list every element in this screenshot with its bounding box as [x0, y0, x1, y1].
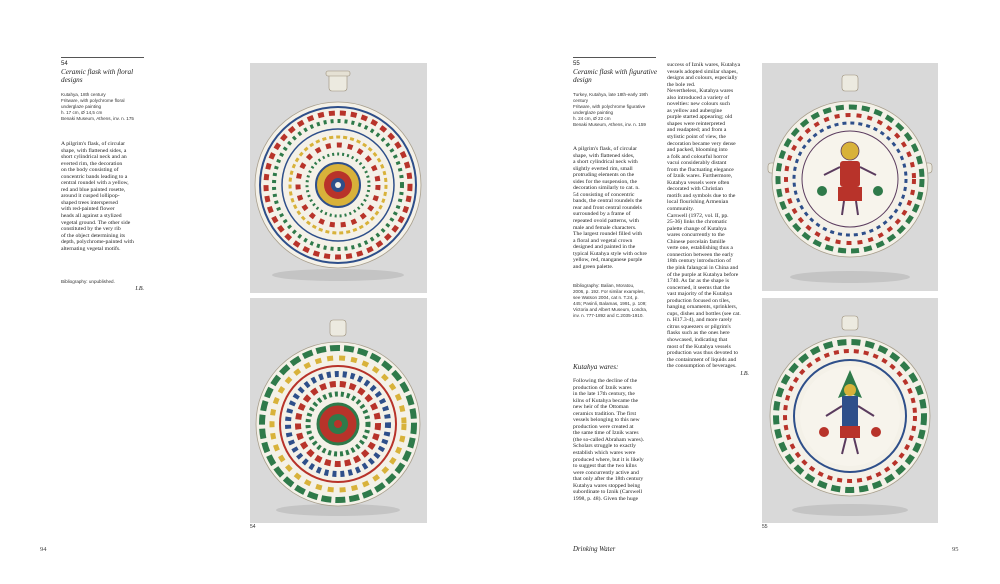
photo-flask-54-reverse — [250, 298, 427, 523]
right-folio: 95 — [952, 546, 959, 553]
right-photo-caption: 55 — [762, 524, 768, 530]
left-photo-caption: 54 — [250, 524, 256, 530]
photo-flask-55-reverse — [762, 298, 938, 523]
left-folio: 94 — [40, 546, 47, 553]
left-entry-title: Ceramic flask with floral designs — [61, 68, 134, 84]
photo-flask-54-front — [250, 63, 427, 293]
essay-heading: Kutahya wares: — [573, 363, 619, 371]
left-entry-body: A pilgrim's flask, of circular shape, with flattened sides, a short cylindrical neck and an everted rim, the decoration on the body consisting of concentric bands leading to a central roundel with a yellow, red and blue painted rosette, around it cusped lollipop- shaped trees interspersed with red-painted flower heads all against a stylized vegetal ground. The other side constituted by the very rib of the object determining its depth, polychrome-painted with alternating vegetal motifs. — [61, 141, 134, 252]
right-entry-meta: Turkey, Kutahya, late 18th-early 19th century Fritware, with polychrome figurative underglaze painting h. 24 cm, Ø 22 cm Benaki Museum, Athens, inv. n. 159 — [573, 92, 648, 127]
left-signature: I.B. — [135, 286, 144, 292]
right-entry-number: 55 — [573, 61, 580, 67]
photo-flask-55-front — [762, 63, 938, 291]
left-entry-number: 54 — [61, 61, 68, 67]
running-footer: Drinking Water — [573, 546, 616, 553]
left-bibliography: Bibliography: unpublished. — [61, 279, 115, 284]
left-entry-meta: Kutahya, 18th century Fritware, with polychrome floral underglaze painting h. 17 cm, Ø 14,5 cm Benaki Museum, Athens, inv. n. 175 — [61, 92, 134, 121]
essay-column-1: Following the decline of the production of Iznik wares in the late 17th century, the kilns of Kutahya became the new heir of the Ottoman ceramics tradition. The first vessels belonging to this new production were created at the same time of Iznik wares (the so-called Abraham wares). Scholars struggle to exactly establish which wares were produced where, but it is likely to suggest that the two kilns were concurrently active and that only after the 18th century Kutahya wares stopped being subordinate to Iznik (Carswell 1998, p. 48). Given the huge — [573, 378, 645, 502]
right-signature: I.B. — [740, 371, 749, 377]
essay-column-2: success of Iznik wares, Kutahya vessels adopted similar shapes, designs and colours, especially the bole red. Nevertheless, Kutahya wares also introduced a variety of novelties: new colours such as yellow and aubergine purple started appearing; old shapes were reinterpreted and readapted; and from a stylistic point of view, the decoration became very dense and packed, blooming into a folk and colourful horror vacui considerably distant from the fluctuating elegance of Iznik wares. Furthermore, Kutahya vessels were often decorated with Christian motifs and symbols due to the local flourishing Armenian community. Carswell (1972, vol. II, pp. 25-36) links the chromatic palette change of Kutahya wares concurrently to the Chinese porcelain famille verte one, establishing thus a connection between the early 18th century introduction of the pink falangcai in China and of the purple at Kutahya before 1740. As far as the shape is concerned, it seems that the vast majority of the Kutahya production focused on tiles, hanging ornaments, sprinklers, cups, dishes and bottles (see cat. n. H17.3-4), and more rarely citrus squeezers or pilgrim's flasks such as the ones here showcased, indicating that most of the Kutahya vessels production was thus devoted to the containment of liquids and the consumption of beverages. — [667, 62, 741, 370]
right-entry-title: Ceramic flask with figurative design — [573, 68, 658, 84]
right-bibliography: Bibliography: Balian, Moratou, 2006, p. 192. For similar examples, see Watson 2004, cat n. T.24, p. 445; Pasinli, Balamas, 1991, p. 109; Victoria and Albert Museum, Londra, inv. n. 777-1892 and C.2035-1910. — [573, 283, 648, 318]
right-entry-body: A pilgrim's flask, of circular shape, with flattened sides, a short cylindrical neck with slightly everted rim, small protruding elements on the sides for the suspension, the decoration similarly to cat. n. 54 consisting of concentric bands, the central roundels the rear and front central roundels surrounded by a frame of repeated ovoid patterns, with male and female characters. The largest roundel filled with a floral and vegetal crown designed and painted in the typical Kutahya style with ochre yellow, red, manganese purple and green palette. — [573, 146, 647, 270]
